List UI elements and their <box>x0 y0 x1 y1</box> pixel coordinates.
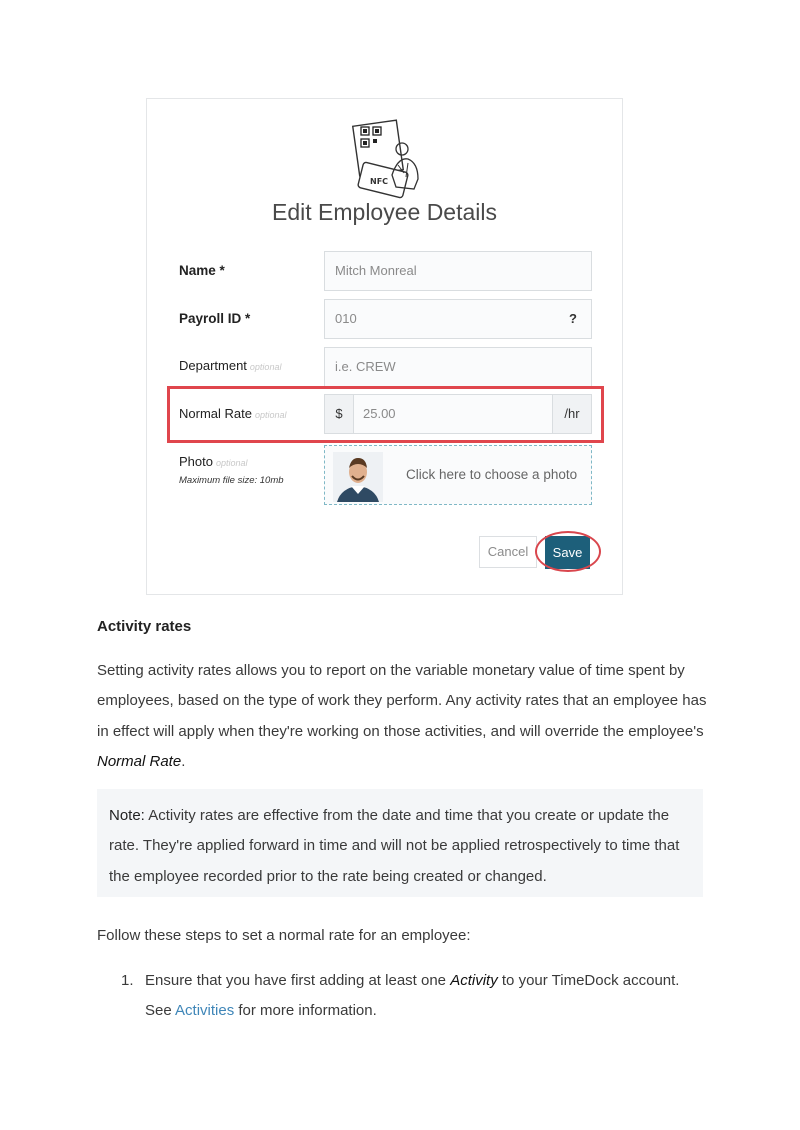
save-highlight-ring <box>535 531 601 572</box>
per-hour-suffix: /hr <box>552 395 591 433</box>
department-placeholder: i.e. CREW <box>335 359 396 374</box>
step-pre: Ensure that you have first adding at least one <box>145 972 451 989</box>
normal-rate-label <box>179 406 287 421</box>
normal-rate-input[interactable] <box>324 394 592 434</box>
dollar-prefix: $ <box>325 395 354 433</box>
department-label-text: Department <box>179 358 247 373</box>
payroll-id-value: 010 <box>335 311 357 326</box>
step-text <box>145 966 707 1027</box>
normal-rate-optional-text: optional <box>254 410 287 420</box>
edit-employee-card <box>146 98 623 595</box>
name-value: Mitch Monreal <box>335 263 417 278</box>
step-number: 1. <box>121 972 134 989</box>
photo-label <box>179 454 284 486</box>
note-label: Note: <box>109 807 145 824</box>
photo-label-text: Photo <box>179 454 213 469</box>
step-mid: to your TimeDock account. See <box>145 972 680 1020</box>
paragraph-text: Setting activity rates allows you to report on the variable monetary value of time spent by employees, based on the type of work they perform. Any activity rates that an employee has in effect will apply when they're working on those activities, and will override the employee's <box>97 662 707 740</box>
nfc-text: NFC <box>370 177 389 186</box>
name-input[interactable] <box>324 251 592 291</box>
department-optional-text: optional <box>249 362 282 372</box>
photo-upload-area[interactable] <box>324 445 592 505</box>
card-title: Edit Employee Details <box>272 199 497 225</box>
list-item <box>121 966 707 1027</box>
photo-prompt: Click here to choose a photo <box>406 467 578 482</box>
normal-rate-label-text: Normal Rate <box>179 406 252 421</box>
department-label <box>179 358 281 373</box>
nfc-card-illustration-icon <box>352 117 424 203</box>
normal-rate-value: 25.00 <box>363 406 396 421</box>
photo-size-note: Maximum file size: 10mb <box>179 475 284 486</box>
activity-rates-heading: Activity rates <box>97 618 192 635</box>
activities-link[interactable]: Activities <box>175 1002 235 1020</box>
department-input[interactable] <box>324 347 592 387</box>
activity-rates-paragraph <box>97 656 707 778</box>
note-box <box>97 789 703 897</box>
step-post: for more information. <box>234 1002 377 1020</box>
name-label: Name * <box>179 263 225 278</box>
payroll-id-label: Payroll ID * <box>179 311 251 326</box>
save-button[interactable]: Save <box>545 536 590 569</box>
photo-optional-text: optional <box>215 458 248 468</box>
follow-steps-text: Follow these steps to set a normal rate for an employee: <box>97 927 471 944</box>
payroll-id-input[interactable] <box>324 299 592 339</box>
normal-rate-emphasis: Normal Rate <box>97 753 182 771</box>
activity-emphasis: Activity <box>450 972 498 989</box>
cancel-button[interactable]: Cancel <box>479 536 537 568</box>
payroll-help-icon[interactable]: ? <box>569 311 577 326</box>
note-text: Activity rates are effective from the date and time that you create or update the rate. They're applied forward in time and will not be applied retrospectively to time that the employee recorded prior to the rate being created or changed. <box>109 807 680 885</box>
employee-avatar <box>333 452 383 502</box>
paragraph-end: . <box>181 753 186 771</box>
